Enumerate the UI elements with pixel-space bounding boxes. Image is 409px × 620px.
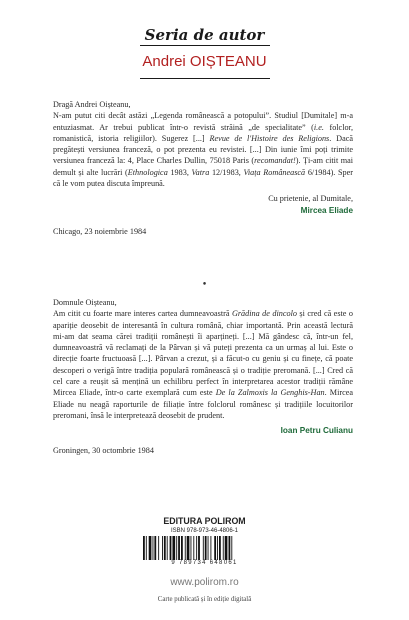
letter-culianu — [53, 297, 353, 456]
barcode-digits: 9 789734 648061 — [171, 560, 238, 566]
letter2-place-date: Groningen, 30 octombrie 1984 — [53, 445, 154, 455]
isbn-label: ISBN 978-973-46-4806-1 — [170, 528, 239, 534]
barcode — [139, 528, 270, 568]
website-link[interactable]: www.polirom.ro — [170, 577, 239, 588]
bottom-rule — [140, 78, 270, 79]
publisher-name: EDITURA POLIROM — [163, 516, 246, 526]
letter2-salutation: Domnule Oișteanu, — [53, 298, 117, 307]
letter1-salutation: Dragă Andrei Oișteanu, — [53, 100, 131, 109]
letter2-body: Am citit cu foarte mare interes cartea dumneavoastră Grădina de dincolo și cred că este o apariție deosebit de interesantă în cultura română, chiar importantă. Prin această lectură mi-am dat seama cărei tradiții românești îi aparțineți. [...] Mă gândesc că, într-un fel, dumneavoastră vă reclamați de la Pârvan și vă puteți prezenta ca un urmaș al lui. Este o direcție foarte fructuoasă [...]. Pârvan a crezut, și a făcut-o cu geniu și cu finețe, că poate descoperi o verigă între tradiția populară românească și o tradiție preromană. [...] Cred că cel care a reușit să mențină un echilibru perfect în interpretarea acestor tradiții rămâne Mircea Eliade, într-o carte exemplară cum este De la Zalmoxis la Genghis-Han. Mircea Eliade nu neagă raporturile de filiație între folclorul românesc și tradițiile locuitorilor preromani, însă le interpretează deosebit de prudent. — [53, 309, 353, 420]
separator-dot: • — [201, 280, 208, 290]
letter-eliade — [53, 99, 353, 237]
series-title: Seria de autor — [144, 26, 265, 44]
author-name: Andrei OIȘTEANU — [142, 53, 267, 70]
barcode-bars — [143, 536, 266, 560]
letter1-place-date: Chicago, 23 noiembrie 1984 — [53, 226, 147, 236]
letter2-signature: Ioan Petru Culianu — [280, 426, 353, 436]
letter1-signature: Mircea Eliade — [300, 205, 353, 215]
letter1-body: N-am putut citi decât astăzi „Legenda românească a potopului”. Studiul [Dumitale] m-a entuziasmat. Ar trebui publicat într-o revistă străină „de specialitate” (i.e. folclor, romanistică, istoria religiilor). Sugerez [...] Revue de l'Histoire des Religions. Dacă pregătești versiunea franceză, o pot prezenta eu revistei. [...] Din iunie îmi poți trimite versiunea franceză la: 4, Place Charles Dullin, 75018 Paris (recomandat!). Ți-am citit mai demult și alte lucrări (Ethnologica 1983, Vatra 12/1983, Viața Românească 6/1984). Sper că le vom putea discuta împreună. — [53, 111, 354, 189]
top-rule — [140, 45, 270, 46]
letter1-closing: Cu prietenie, al Dumitale, — [268, 194, 353, 204]
footer-note: Carte publicată și în ediție digitală — [157, 596, 252, 603]
